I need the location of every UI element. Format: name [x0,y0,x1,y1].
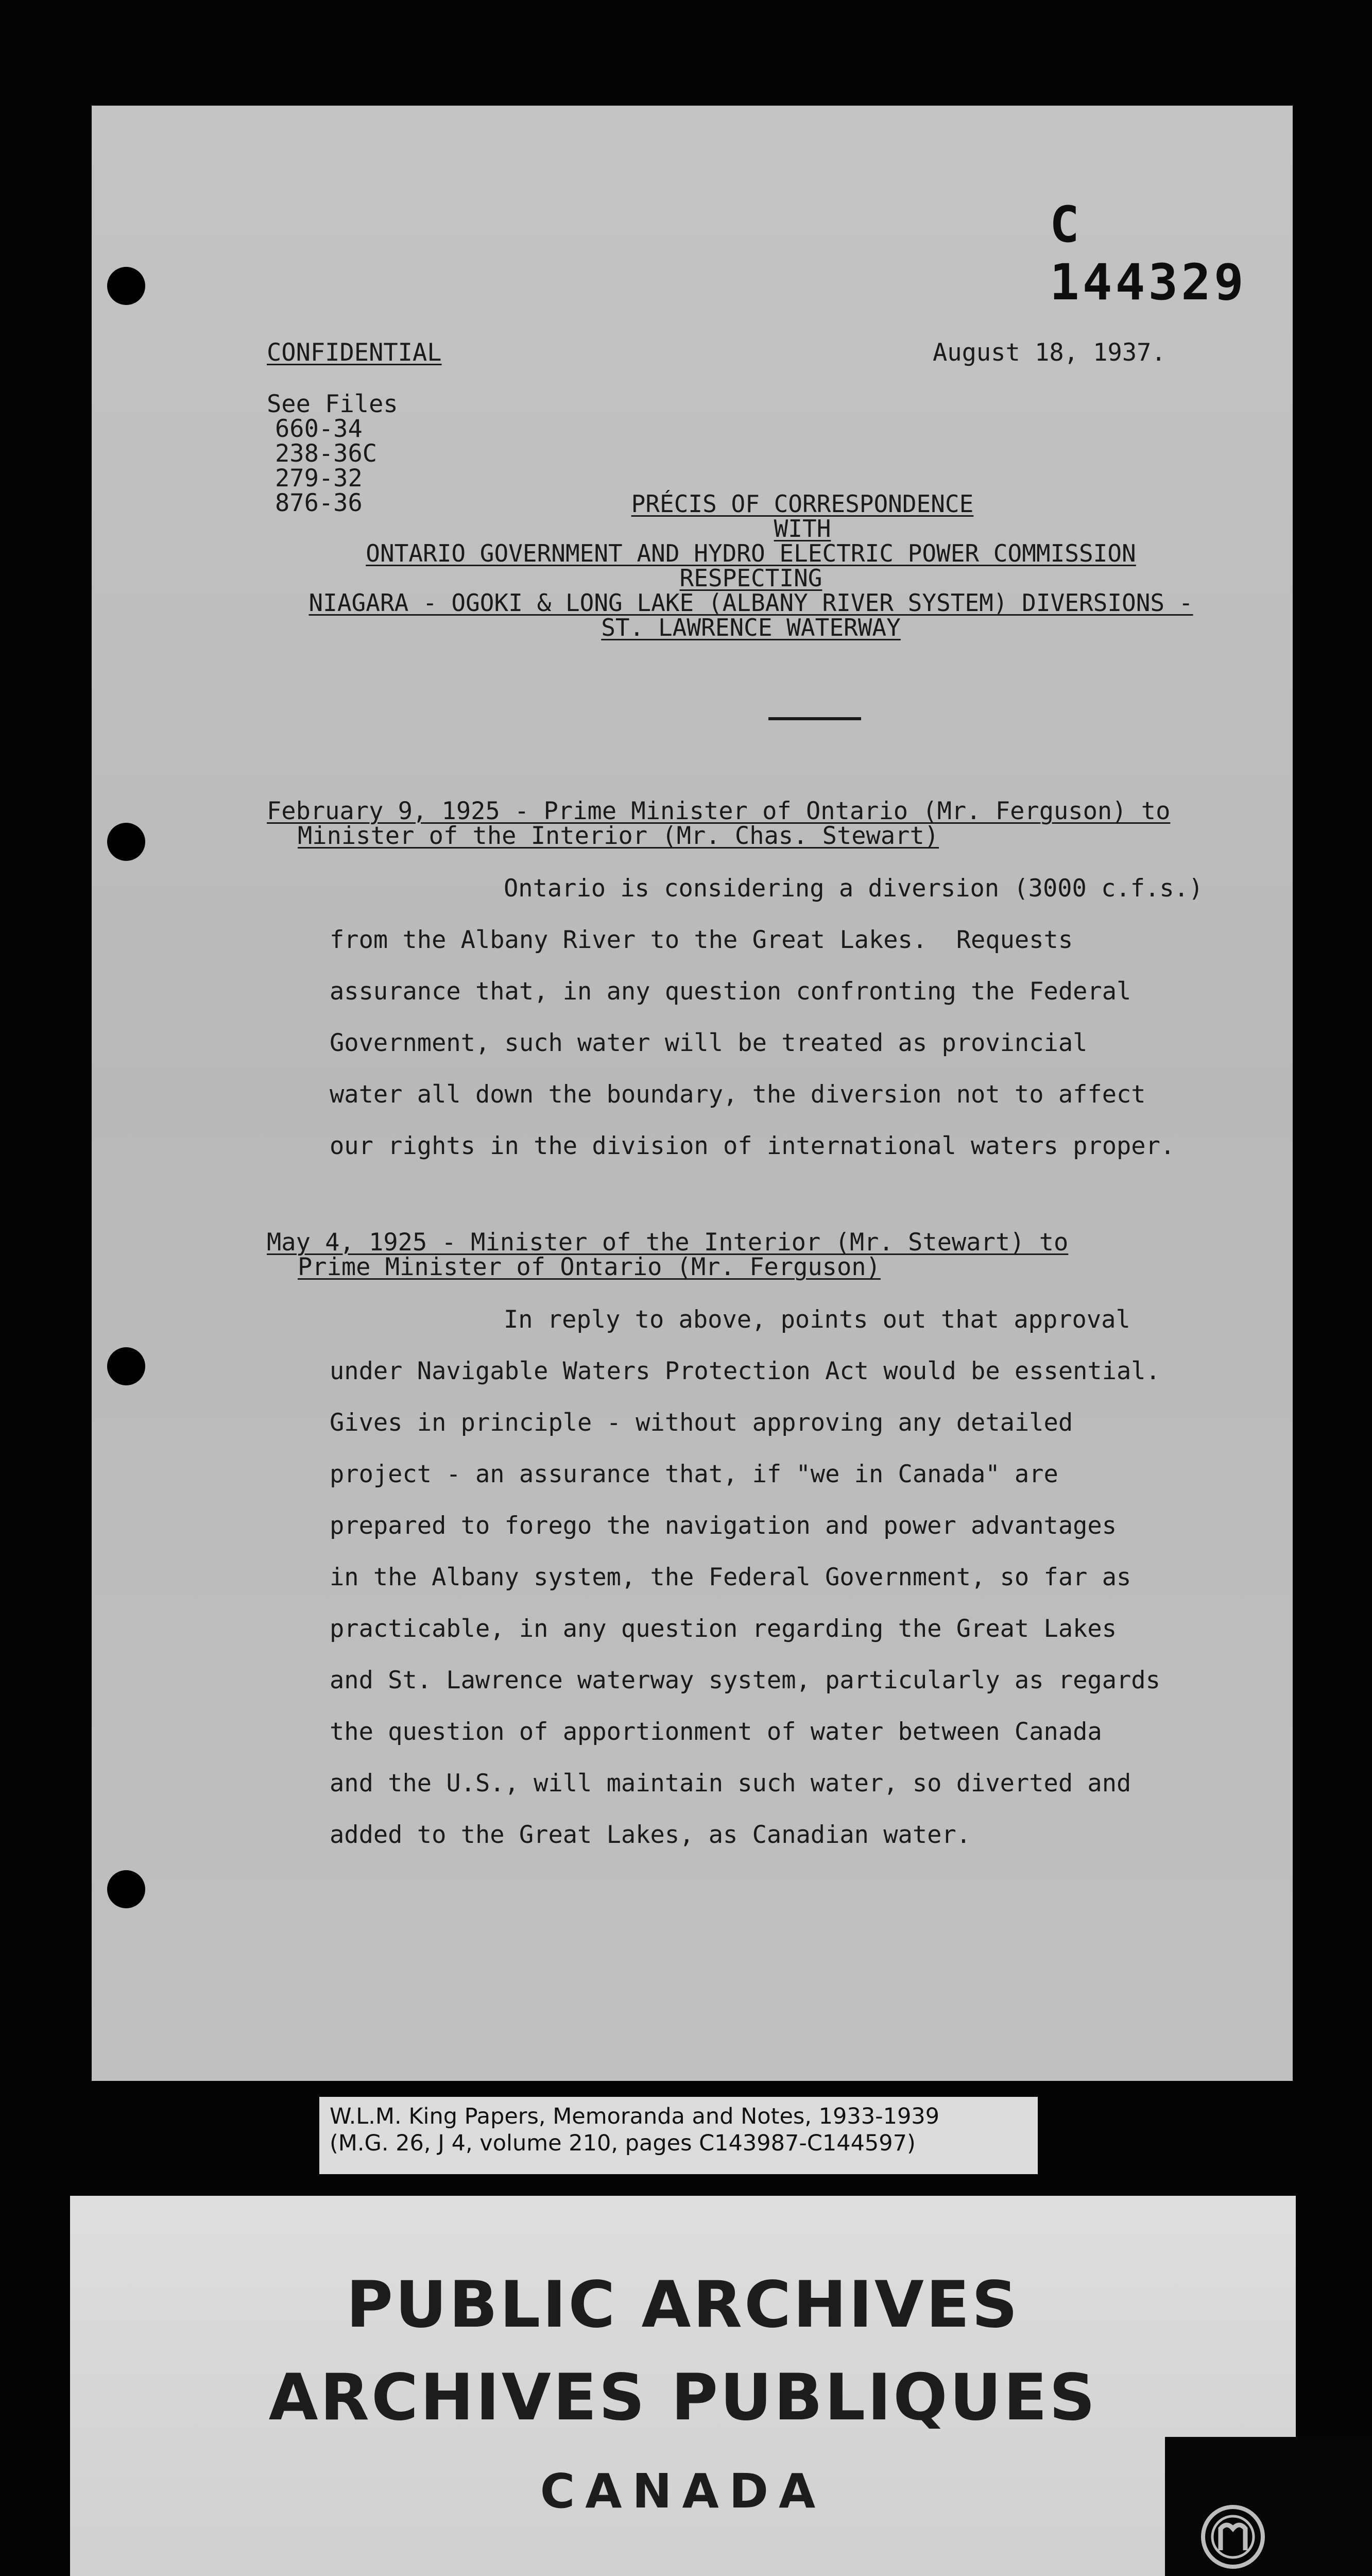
microfilm-logo-icon [1200,2504,1266,2570]
file-number: C 144329 [1050,196,1247,311]
stamp-line-country: CANADA [540,2464,826,2519]
file-ref: 660-34 [275,415,363,443]
archives-stamp [70,2196,1296,2576]
punch-hole [107,823,145,861]
see-files-label: See Files [267,390,398,418]
entry-heading: Minister of the Interior (Mr. Chas. Stewart) [298,822,939,850]
title-line: ST. LAWRENCE WATERWAY [601,614,901,641]
file-ref: 279-32 [275,464,363,493]
title-line: ONTARIO GOVERNMENT AND HYDRO ELECTRIC POWER COMMISSION [366,539,1136,567]
caption-line: (M.G. 26, J 4, volume 210, pages C143987-C144597) [330,2130,916,2156]
entry-body-line: our rights in the division of international waters proper. [330,1132,1175,1160]
entry-heading: May 4, 1925 - Minister of the Interior (Mr. Stewart) to [267,1228,1069,1257]
entry-body-line: the question of apportionment of water between Canada [330,1718,1102,1746]
stamp-corner-shadow [1165,2437,1372,2576]
entry-body-line: and St. Lawrence waterway system, particularly as regards [330,1666,1160,1694]
title-line: RESPECTING [679,564,822,592]
entry-body-line: and the U.S., will maintain such water, so diverted and [330,1769,1131,1798]
entry-body-line: prepared to forego the navigation and power advantages [330,1512,1117,1540]
stamp-line-english: PUBLIC ARCHIVES [346,2268,1020,2342]
file-ref: 876-36 [275,489,363,517]
stamp-line-french: ARCHIVES PUBLIQUES [268,2361,1097,2435]
entry-body-line: Gives in principle - without approving any detailed [330,1409,1073,1437]
classification-label: CONFIDENTIAL [267,338,442,367]
caption-line: W.L.M. King Papers, Memoranda and Notes, 1933-1939 [330,2104,940,2129]
entry-body-line: water all down the boundary, the diversion not to affect [330,1080,1146,1109]
entry-body-line: Government, such water will be treated as provincial [330,1029,1088,1057]
punch-hole [107,1870,145,1908]
entry-heading: February 9, 1925 - Prime Minister of Ontario (Mr. Ferguson) to [267,797,1171,825]
entry-body-line: In reply to above, points out that approval [504,1306,1130,1334]
section-divider [768,717,861,720]
entry-body-line: in the Albany system, the Federal Government, so far as [330,1563,1131,1591]
file-ref: 238-36C [275,439,378,468]
title-line: WITH [774,515,831,543]
entry-body-line: added to the Great Lakes, as Canadian water. [330,1821,971,1849]
entry-body-line: practicable, in any question regarding the Great Lakes [330,1615,1117,1643]
entry-heading: Prime Minister of Ontario (Mr. Ferguson) [298,1253,881,1281]
entry-body-line: from the Albany River to the Great Lakes. Requests [330,926,1073,954]
title-line: NIAGARA - OGOKI & LONG LAKE (ALBANY RIVER SYSTEM) DIVERSIONS - [308,589,1193,617]
document-date: August 18, 1937. [933,338,1166,367]
punch-hole [107,1347,145,1385]
entry-body-line: project - an assurance that, if "we in Canada" are [330,1460,1058,1488]
entry-body-line: Ontario is considering a diversion (3000 c.f.s.) [504,874,1204,903]
entry-body-line: assurance that, in any question confronting the Federal [330,977,1131,1006]
title-line: PRÉCIS OF CORRESPONDENCE [631,490,974,518]
document-page [92,106,1293,2081]
punch-hole [107,267,145,305]
entry-body-line: under Navigable Waters Protection Act would be essential. [330,1357,1160,1385]
archive-caption [319,2097,1038,2174]
